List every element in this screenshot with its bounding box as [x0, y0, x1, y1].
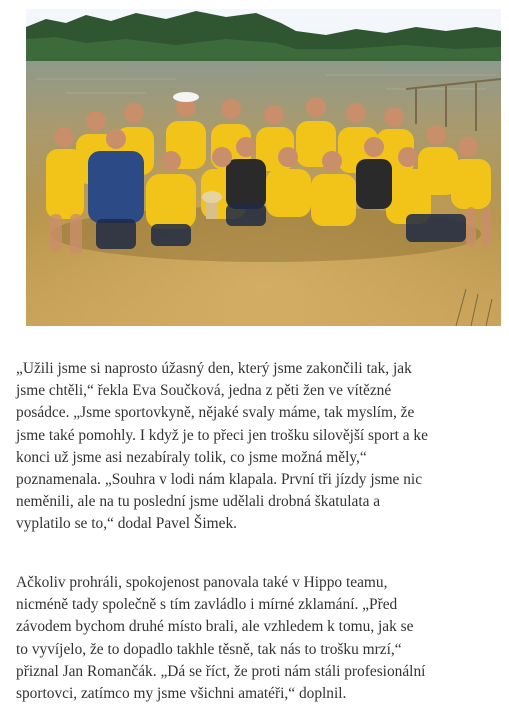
- paragraph-line: posádce. „Jsme sportovkyně, nějaké svaly máme, tak myslím, že: [16, 404, 415, 422]
- paragraph-line: závodem bychom druhé místo brali, ale vzhledem k tomu, jak se: [16, 618, 414, 636]
- paragraph-line: vyplatilo se to,“ dodal Pavel Šimek.: [16, 515, 237, 533]
- paragraph-line: „Užili jsme si naprosto úžasný den, který jsme zakončili tak, jak: [16, 360, 412, 377]
- team-photo: [26, 9, 501, 326]
- paragraph-line: jsme chtěli,“ řekla Eva Součková, jedna z pěti žen ve vítězné: [16, 382, 392, 400]
- paragraph-line: přiznal Jan Romančák. „Dá se říct, že proti nám stáli profesionální: [16, 662, 426, 680]
- paragraph-line: sportovci, zatímco my jsme všichni amatéři,“ doplnil.: [16, 685, 347, 703]
- team-photo-image: [26, 9, 501, 326]
- paragraph-line: konci už jsme asi nezabíraly tolik, co jsme možná měly,“: [16, 448, 367, 466]
- paragraph-line: Ačkoliv prohráli, spokojenost panovala také v Hippo teamu,: [16, 574, 388, 591]
- article-paragraph-quote: [16, 358, 500, 536]
- paragraph-line: poznamenala. „Souhra v lodi nám klapala. První tři jízdy jsme nic: [16, 471, 423, 489]
- article-paragraph-hippo-team: [16, 572, 500, 705]
- paragraph-line: nicméně tady společně s tím zavládlo i mírné zklamání. „Před: [16, 596, 398, 614]
- paragraph-line: to vyvíjelo, že to dopadlo takhle těsně, tak nás to trošku mrzí,“: [16, 640, 402, 658]
- paragraph-line: neměnili, ale na tu poslední jsme udělali drobná škatulata a: [16, 493, 381, 511]
- paragraph-line: jsme také pomohly. I když je to přeci jen trošku silovější sport a ke: [16, 426, 428, 444]
